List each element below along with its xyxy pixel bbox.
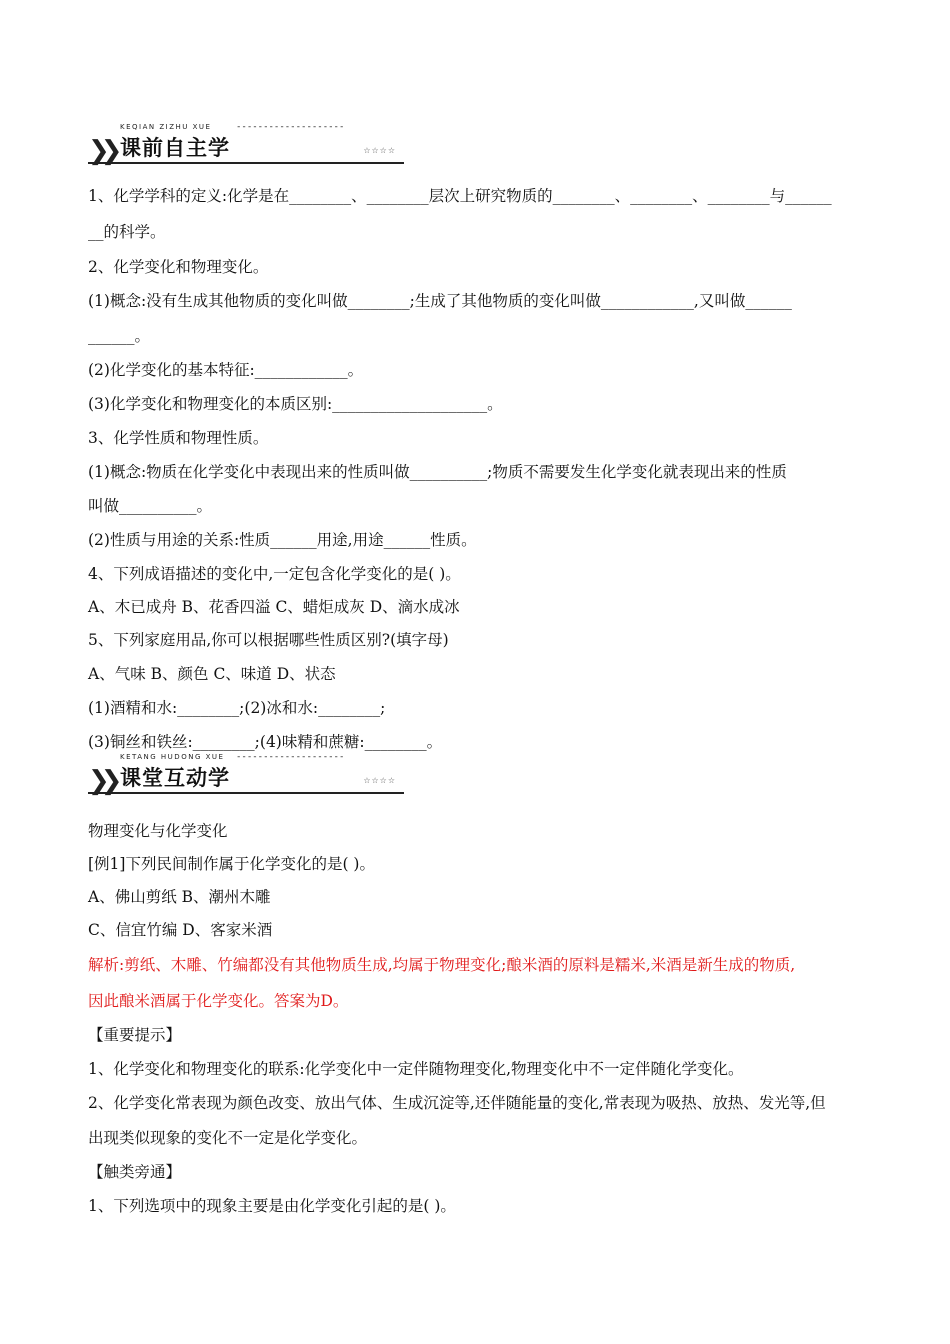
section-header-preclass — [88, 122, 404, 168]
example-1: [例1]下列民间制作属于化学变化的是( )。 — [88, 855, 375, 873]
analysis-line-1: 解析:剪纸、木雕、竹编都没有其他物质生成,均属于物理变化;酿米酒的原料是糯米,米酒是新生成的物质, — [88, 956, 796, 974]
question-5-options: A、气味 B、颜色 C、味道 D、状态 — [88, 665, 336, 683]
example-1-options-2: C、信宜竹编 D、客家米酒 — [88, 921, 273, 939]
question-2-3: (3)化学变化和物理变化的本质区别:____________________。 — [88, 395, 503, 413]
question-3-heading: 3、化学性质和物理性质。 — [88, 429, 269, 447]
question-5: 5、下列家庭用品,你可以根据哪些性质区别?(填字母) — [88, 631, 449, 649]
section-underline — [88, 162, 404, 164]
question-2-2: (2)化学变化的基本特征:____________。 — [88, 361, 364, 379]
tip-1: 1、化学变化和物理变化的联系:化学变化中一定伴随物理变化,物理变化中不一定伴随化学变化。 — [88, 1060, 744, 1078]
example-1-options-1: A、佛山剪纸 B、潮州木雕 — [88, 888, 271, 906]
section-pinyin: KEQIAN ZIZHU XUE — [120, 123, 212, 131]
section-header-inclass — [88, 752, 404, 798]
double-chevron-icon: ❯❯ — [88, 766, 114, 796]
question-2-1-line-1: (1)概念:没有生成其他物质的变化叫做________;生成了其他物质的变化叫做____________,又叫做______ — [88, 292, 792, 310]
double-chevron-icon: ❯❯ — [88, 136, 114, 166]
section-underline — [88, 792, 404, 794]
section-title: 课前自主学 — [120, 136, 230, 160]
practice-question-1: 1、下列选项中的现象主要是由化学变化引起的是( )。 — [88, 1197, 456, 1215]
question-5-items-1: (1)酒精和水:________;(2)冰和水:________; — [88, 699, 386, 717]
question-1-line-1: 1、化学学科的定义:化学是在________、________层次上研究物质的________、________、________与______ — [88, 187, 832, 205]
question-5-items-2: (3)铜丝和铁丝:________;(4)味精和蔗糖:________。 — [88, 733, 443, 751]
question-3-2: (2)性质与用途的关系:性质______用途,用途______性质。 — [88, 531, 477, 549]
tip-2-line-1: 2、化学变化常表现为颜色改变、放出气体、生成沉淀等,还伴随能量的变化,常表现为吸热、放热、发光等,但 — [88, 1094, 826, 1112]
section-title: 课堂互动学 — [120, 766, 230, 790]
rating-stars-icon: ☆☆☆☆ — [363, 776, 396, 785]
question-3-1-line-2: 叫做__________。 — [88, 497, 213, 515]
section-pinyin: KETANG HUDONG XUE — [120, 753, 225, 761]
question-2-1-line-2: ______。 — [88, 327, 151, 345]
section-dash-line: -------------------- — [236, 752, 345, 762]
section-dash-line: -------------------- — [236, 122, 345, 132]
question-4: 4、下列成语描述的变化中,一定包含化学变化的是( )。 — [88, 565, 461, 583]
important-tip-heading: 【重要提示】 — [88, 1026, 182, 1044]
question-1-line-2: __的科学。 — [88, 223, 166, 241]
topic-heading: 物理变化与化学变化 — [88, 822, 228, 840]
tip-2-line-2: 出现类似现象的变化不一定是化学变化。 — [88, 1129, 368, 1147]
analysis-line-2: 因此酿米酒属于化学变化。答案为D。 — [88, 992, 349, 1010]
question-2-heading: 2、化学变化和物理变化。 — [88, 258, 269, 276]
rating-stars-icon: ☆☆☆☆ — [363, 146, 396, 155]
question-4-options: A、木已成舟 B、花香四溢 C、蜡炬成灰 D、滴水成冰 — [88, 598, 460, 616]
question-3-1-line-1: (1)概念:物质在化学变化中表现出来的性质叫做__________;物质不需要发生化学变化就表现出来的性质 — [88, 463, 787, 481]
practice-heading: 【触类旁通】 — [88, 1163, 182, 1181]
